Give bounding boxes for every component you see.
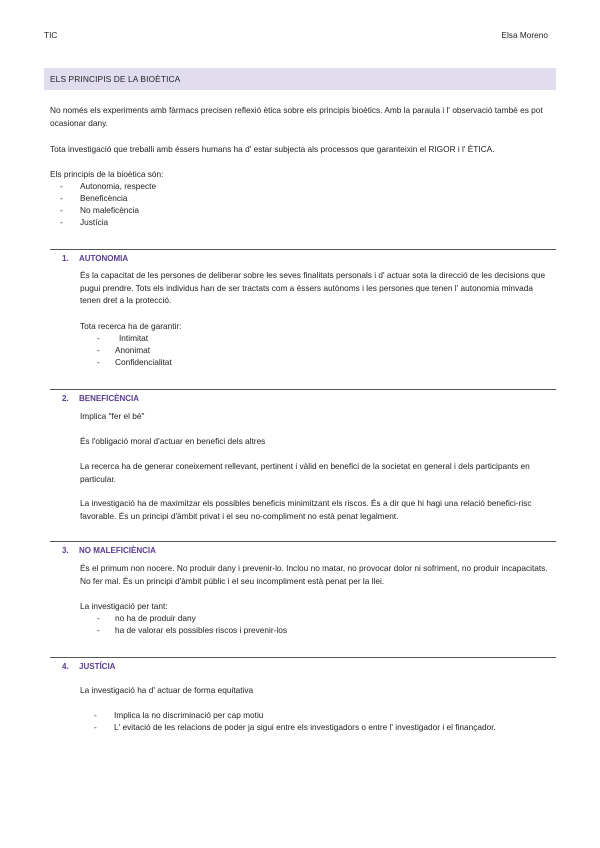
section-divider [50, 389, 556, 390]
list-item: - ha de valorar els possibles riscos i prevenir-los [97, 624, 287, 636]
section-title: JUSTÍCIA [79, 662, 116, 671]
section-divider [50, 249, 556, 250]
section-heading-beneficencia [62, 394, 139, 403]
header-subject: TIC [44, 30, 58, 40]
section-number: 1. [62, 254, 69, 263]
list-item: - no ha de produir dany [97, 612, 287, 624]
section-heading-autonomia [62, 254, 128, 263]
autonomia-list-title: Tota recerca ha de garantir: [80, 321, 182, 331]
header-author: Elsa Moreno [501, 30, 548, 40]
autonomia-list [97, 332, 172, 368]
list-item: - Beneficència [60, 192, 156, 204]
autonomia-paragraph: És la capacitat de les persones de deliberar sobre les seves finalitats personals i d' actuar sota la direcció de les decisions que pugui prendre. Tots els individus han de ser tractats com a éssers autònoms i les persones que tenen l' autonomia minvada tenen dret a la protecció. [80, 270, 546, 305]
page-header [44, 30, 548, 42]
section-number: 3. [62, 546, 69, 555]
title-band [44, 68, 556, 90]
list-item: - No maleficència [60, 204, 156, 216]
page-title: ELS PRINCIPIS DE LA BIOÈTICA [50, 74, 181, 84]
beneficencia-paragraph-4: La investigació ha de maximitzar els possibles beneficis minimitzant els riscos. És a dir que hi hagi una relació benefici-risc favorable. És un principi d'àmbit privat i el seu no-compliment no està penat legalment. [80, 498, 532, 521]
beneficencia-paragraph-2: És l'obligació moral d'actuar en benefici dels altres [80, 436, 266, 446]
list-item: - Implica la no discriminació per cap motiu [94, 709, 548, 721]
section-heading-justicia [62, 662, 115, 671]
list-item: - L' evitació de les relacions de poder ja sigui entre els investigadors o entre l' investigador i el finançador. [94, 721, 548, 733]
justicia-list [94, 709, 548, 733]
principles-list [60, 180, 156, 228]
section-number: 4. [62, 662, 69, 671]
section-title: BENEFICÈNCIA [79, 394, 140, 403]
list-item: - Confidencialitat [97, 356, 172, 368]
beneficencia-paragraph-3: La recerca ha de generar coneixement rellevant, pertinent i vàlid en benefici de la societat en general i dels participants en particular. [80, 461, 530, 484]
section-title: NO MALEFICIÈNCIA [79, 546, 156, 555]
no-maleficiencia-paragraph: És el primum non nocere. No produir dany i prevenir-lo. Inclou no matar, no provocar dolor ni sofriment, no produir incapacitats. No fer mal. És un principi d'àmbit públic i el seu incompliment està penat per la llei. [80, 563, 548, 586]
list-item: - Justícia [60, 216, 156, 228]
section-heading-no-maleficiencia [62, 546, 156, 555]
principles-list-title: Els principis de la bioètica són: [50, 169, 164, 179]
section-divider [50, 657, 556, 658]
list-item: - Anonimat [97, 344, 172, 356]
intro-paragraph-2: Tota investigació que treballi amb éssers humans ha d' estar subjecta als processos que garanteixin el RIGOR i l' ÈTICA. [50, 144, 495, 154]
section-divider [50, 541, 556, 542]
intro-paragraph-1: No només els experiments amb fàrmacs precisen reflexió ètica sobre els principis bioètics. Amb la paraula i l' observació també es pot ocasionar dany. [50, 105, 543, 128]
justicia-paragraph: La investigació ha d' actuar de forma equitativa [80, 685, 254, 695]
section-title: AUTONOMIA [79, 254, 129, 263]
beneficencia-paragraph-1: Implica "fer el bé" [80, 411, 145, 421]
no-maleficiencia-list-title: La investigació per tant: [80, 601, 168, 611]
list-item: - Intimitat [97, 332, 172, 344]
no-maleficiencia-list [97, 612, 287, 636]
section-number: 2. [62, 394, 69, 403]
list-item: - Autonomia, respecte [60, 180, 156, 192]
